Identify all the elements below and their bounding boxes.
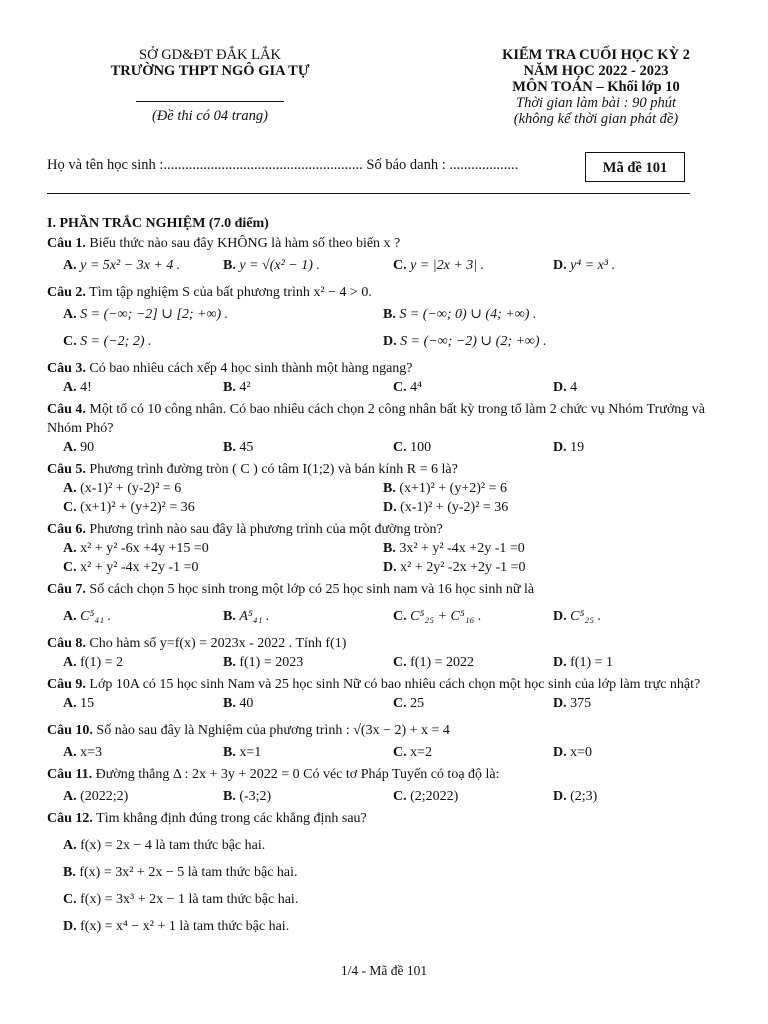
question-text: Tìm khẳng định đúng trong các khẳng định sau? xyxy=(92,811,367,826)
question-label: Câu 4. xyxy=(47,402,86,417)
option-b: B. A⁵₄₁ . xyxy=(223,609,270,624)
option-b: B. y = √(x² − 1) . xyxy=(223,258,320,273)
option-d: D. f(x) = x⁴ − x² + 1 là tam thức bậc hai. xyxy=(63,919,290,934)
options-q5 xyxy=(47,479,717,517)
subject: MÔN TOÁN – Khối lớp 10 xyxy=(512,79,680,95)
options-q3 xyxy=(47,378,717,397)
questions-section xyxy=(47,214,717,936)
option-d: D. (2;3) xyxy=(553,789,598,804)
question-label: Câu 2. xyxy=(47,285,86,300)
option-a: A. f(1) = 2 xyxy=(63,655,124,670)
option-b: B. 40 xyxy=(223,696,254,711)
options-q2 xyxy=(47,305,717,324)
question-8 xyxy=(47,634,717,653)
option-a: A. S = (−∞; −2] ∪ [2; +∞) . xyxy=(63,307,229,322)
question-label: Câu 10. xyxy=(47,723,93,738)
option-d: D. S = (−∞; −2) ∪ (2; +∞) . xyxy=(383,334,547,349)
option-a: A. f(x) = 2x − 4 là tam thức bậc hai. xyxy=(63,838,266,853)
option-c: C. 25 xyxy=(393,696,425,711)
question-label: Câu 8. xyxy=(47,636,86,651)
options-q12 xyxy=(47,836,717,936)
option-d: D. C⁵₂₅ . xyxy=(553,609,602,624)
option-c: C. C⁵₂₅ + C⁵₁₆ . xyxy=(393,609,482,624)
question-text: Phương trình đường tròn ( C ) có tâm I(1;2) và bán kính R = 6 là? xyxy=(85,462,458,477)
question-text: Tìm tập nghiệm S của bất phương trình x² − 4 > 0. xyxy=(85,285,372,300)
header-rule xyxy=(47,193,690,194)
question-label: Câu 5. xyxy=(47,462,86,477)
question-10 xyxy=(47,721,717,740)
question-text: Lớp 10A có 15 học sinh Nam và 25 học sinh Nữ có bao nhiêu cách chọn một học sinh của lớp làm trực nhật? xyxy=(85,677,701,692)
option-b: B. (-3;2) xyxy=(223,789,272,804)
department-name: SỞ GD&ĐT ĐẮK LẮK xyxy=(139,47,281,63)
header-left xyxy=(80,47,340,124)
question-7 xyxy=(47,580,717,599)
question-9 xyxy=(47,675,717,694)
question-text: Cho hàm số y=f(x) = 2023x - 2022 . Tính f(1) xyxy=(85,636,347,651)
options-q11 xyxy=(47,787,717,806)
question-text: Số cách chọn 5 học sinh trong một lớp có 25 học sinh nam và 16 học sinh nữ là xyxy=(85,582,535,597)
question-text: Một tổ có 10 công nhân. Có bao nhiêu cách chọn 2 công nhân bất kỳ trong tổ làm 2 chức vụ Nhóm Trưởng và Nhóm Phó? xyxy=(47,402,705,436)
option-d: D. (x-1)² + (y-2)² = 36 xyxy=(383,500,509,515)
question-label: Câu 7. xyxy=(47,582,86,597)
option-a: A. (x-1)² + (y-2)² = 6 xyxy=(63,481,182,496)
option-a: A. (2022;2) xyxy=(63,789,129,804)
options-q4 xyxy=(47,438,717,457)
option-b: B. f(1) = 2023 xyxy=(223,655,304,670)
options-q7 xyxy=(47,607,717,626)
question-text: Phương trình nào sau đây là phương trình của một đường tròn? xyxy=(85,522,443,537)
option-b: B. 45 xyxy=(223,440,254,455)
option-d: D. 19 xyxy=(553,440,585,455)
options-q6 xyxy=(47,539,717,577)
question-2 xyxy=(47,283,717,302)
header-divider xyxy=(136,101,284,102)
option-b: B. (x+1)² + (y+2)² = 6 xyxy=(383,481,507,496)
option-b: B. f(x) = 3x² + 2x − 5 là tam thức bậc hai. xyxy=(63,865,298,880)
exam-title: KIỂM TRA CUỐI HỌC KỲ 2 xyxy=(502,47,690,63)
question-label: Câu 12. xyxy=(47,811,93,826)
pages-note: (Đề thi có 04 trang) xyxy=(152,108,268,124)
options-q9 xyxy=(47,694,717,713)
option-c: C. x² + y² -4x +2y -1 =0 xyxy=(63,560,199,575)
option-b: B. 3x² + y² -4x +2y -1 =0 xyxy=(383,541,525,556)
option-a: A. x=3 xyxy=(63,745,103,760)
option-a: A. 90 xyxy=(63,440,95,455)
page-footer: 1/4 - Mã đề 101 xyxy=(340,963,428,978)
question-text: Đường thẳng Δ : 2x + 3y + 2022 = 0 Có véc tơ Pháp Tuyến có toạ độ là: xyxy=(92,767,500,782)
option-d: D. x² + 2y² -2x +2y -1 =0 xyxy=(383,560,526,575)
question-1 xyxy=(47,234,717,253)
option-c: C. S = (−2; 2) . xyxy=(63,334,152,349)
options-q2-row2 xyxy=(47,332,717,351)
options-q10 xyxy=(47,743,717,762)
option-a: A. y = 5x² − 3x + 4 . xyxy=(63,258,181,273)
question-label: Câu 1. xyxy=(47,236,86,251)
option-a: A. 4! xyxy=(63,380,92,395)
option-c: C. (2;2022) xyxy=(393,789,459,804)
option-b: B. S = (−∞; 0) ∪ (4; +∞) . xyxy=(383,307,537,322)
option-c: C. x=2 xyxy=(393,745,433,760)
options-q1 xyxy=(47,256,717,275)
option-c: C. f(1) = 2022 xyxy=(393,655,475,670)
options-q8 xyxy=(47,653,717,672)
question-11 xyxy=(47,765,717,784)
exam-code-box: Mã đề 101 xyxy=(585,152,685,182)
question-label: Câu 3. xyxy=(47,361,86,376)
question-5 xyxy=(47,460,717,479)
option-d: D. y⁴ = x³ . xyxy=(553,258,616,273)
question-text: Biểu thức nào sau đây KHÔNG là hàm số theo biến x ? xyxy=(85,236,401,251)
header-right xyxy=(446,47,746,127)
question-text: Số nào sau đây là Nghiệm của phương trình : √(3x − 2) + x = 4 xyxy=(92,723,450,738)
question-label: Câu 6. xyxy=(47,522,86,537)
question-text: Có bao nhiêu cách xếp 4 học sinh thành một hàng ngang? xyxy=(85,361,413,376)
option-c: C. 100 xyxy=(393,440,432,455)
option-a: A. C⁵₄₁ . xyxy=(63,609,112,624)
time-note: (không kể thời gian phát đề) xyxy=(513,111,679,127)
option-c: C. y = |2x + 3| . xyxy=(393,258,485,273)
question-label: Câu 11. xyxy=(47,767,93,782)
option-d: D. 4 xyxy=(553,380,578,395)
option-d: D. 375 xyxy=(553,696,592,711)
option-b: B. x=1 xyxy=(223,745,262,760)
option-d: D. f(1) = 1 xyxy=(553,655,614,670)
question-3 xyxy=(47,359,717,378)
school-name: TRƯỜNG THPT NGÔ GIA TỰ xyxy=(110,63,310,79)
question-4 xyxy=(47,400,717,438)
option-a: A. x² + y² -6x +4y +15 =0 xyxy=(63,541,209,556)
question-label: Câu 9. xyxy=(47,677,86,692)
option-b: B. 4² xyxy=(223,380,251,395)
option-d: D. x=0 xyxy=(553,745,593,760)
option-a: A. 15 xyxy=(63,696,95,711)
option-c: C. (x+1)² + (y+2)² = 36 xyxy=(63,500,195,515)
question-6 xyxy=(47,520,717,539)
section-title: I. PHẦN TRẮC NGHIỆM (7.0 điểm) xyxy=(47,216,269,231)
school-year: NĂM HỌC 2022 - 2023 xyxy=(523,63,669,79)
option-c: C. 4⁴ xyxy=(393,380,423,395)
option-c: C. f(x) = 3x³ + 2x − 1 là tam thức bậc hai. xyxy=(63,892,299,907)
time-limit: Thời gian làm bài : 90 phút xyxy=(516,95,676,111)
student-info-line: Họ và tên học sinh :....................................................... Số báo danh : ................... xyxy=(47,157,519,173)
question-12 xyxy=(47,809,717,828)
